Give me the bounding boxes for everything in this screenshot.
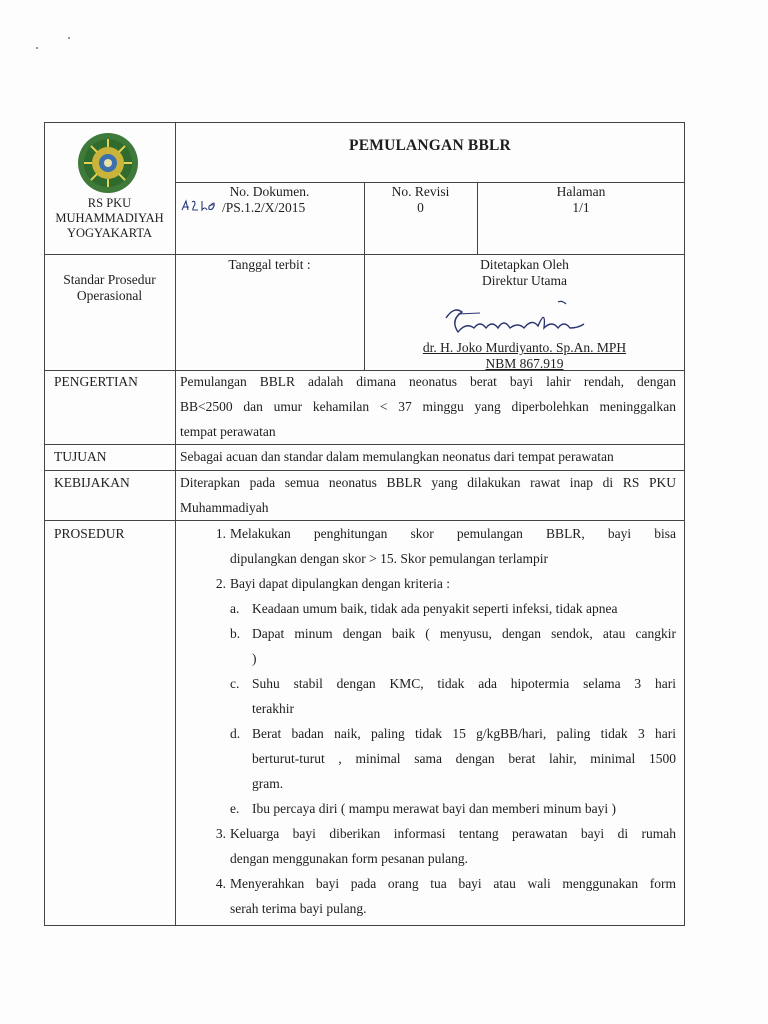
body-line: ) bbox=[252, 651, 257, 666]
section-body-prosedur bbox=[180, 521, 676, 921]
signatory-nbm: NBM 867.919 bbox=[485, 356, 564, 371]
section-label-pengertian: PENGERTIAN bbox=[54, 374, 138, 389]
list-item bbox=[180, 521, 676, 571]
sub-list-letter: c. bbox=[230, 676, 240, 691]
list-number: 2. bbox=[215, 576, 226, 591]
section-body-pengertian bbox=[180, 369, 676, 444]
list-number: 1. bbox=[215, 526, 226, 541]
list-item bbox=[180, 821, 676, 871]
scan-speck bbox=[68, 37, 70, 39]
sub-list-item bbox=[180, 671, 676, 721]
body-line: dipulangkan dengan skor > 15. Skor pemulangan terlampir bbox=[230, 551, 549, 566]
revision-value: 0 bbox=[417, 200, 424, 215]
body-line: Ibu percaya diri ( mampu merawat bayi dan memberi minum bayi ) bbox=[252, 801, 616, 816]
list-item bbox=[180, 871, 676, 921]
body-line: Melakukan penghitungan skor pemulangan BBLR, bayi bisa bbox=[230, 526, 676, 541]
sub-list-letter: e. bbox=[230, 801, 240, 816]
sop-label-line: Standar Prosedur bbox=[63, 272, 156, 287]
body-line: berturut-turut , minimal sama dengan berat lahir, minimal 1500 bbox=[252, 751, 676, 766]
list-number: 4. bbox=[215, 876, 226, 891]
sub-list-letter: b. bbox=[230, 626, 241, 641]
body-line: Sebagai acuan dan standar dalam memulangkan neonatus dari tempat perawatan bbox=[180, 449, 614, 464]
director-signature bbox=[440, 298, 590, 344]
body-line: Diterapkan pada semua neonatus BBLR yang dilakukan rawat inap di RS PKU bbox=[180, 475, 676, 490]
signatory-name: dr. H. Joko Murdiyanto. Sp.An. MPH bbox=[422, 340, 627, 355]
approval-block bbox=[364, 257, 685, 289]
hospital-name-line: YOGYAKARTA bbox=[66, 226, 153, 240]
scan-speck bbox=[36, 47, 38, 49]
sop-label-line: Operasional bbox=[76, 288, 143, 303]
body-line: Muhammadiyah bbox=[180, 500, 269, 515]
list-item bbox=[180, 571, 676, 596]
revision-label: No. Revisi bbox=[391, 184, 450, 199]
body-line: Suhu stabil dengan KMC, tidak ada hipotermia selama 3 hari bbox=[252, 676, 676, 691]
sop-label bbox=[44, 272, 175, 304]
document-title: PEMULANGAN BBLR bbox=[349, 137, 511, 154]
sub-list-item bbox=[180, 596, 676, 621]
body-line: gram. bbox=[252, 776, 284, 791]
row-divider bbox=[44, 254, 685, 255]
body-line: Dapat minum dengan baik ( menyusu, dengan sendok, atau cangkir bbox=[252, 626, 676, 641]
section-body-kebijakan bbox=[180, 470, 676, 520]
section-label-prosedur: PROSEDUR bbox=[54, 526, 125, 541]
body-line: Berat badan naik, paling tidak 15 g/kgBB/hari, paling tidak 3 hari bbox=[252, 726, 676, 741]
issue-date-label: Tanggal terbit : bbox=[228, 257, 311, 272]
page-label: Halaman bbox=[556, 184, 606, 199]
sub-list-letter: a. bbox=[230, 601, 240, 616]
hospital-name-line: RS PKU bbox=[87, 196, 132, 210]
row-divider bbox=[175, 182, 685, 183]
section-label-kebijakan: KEBIJAKAN bbox=[54, 475, 130, 490]
hospital-name bbox=[44, 196, 175, 241]
list-number: 3. bbox=[215, 826, 226, 841]
hospital-name-line: MUHAMMADIYAH bbox=[55, 211, 164, 225]
body-line: Pemulangan BBLR adalah dimana neonatus berat bayi lahir rendah, dengan bbox=[180, 374, 676, 389]
section-label-tujuan: TUJUAN bbox=[54, 449, 107, 464]
approval-line: Direktur Utama bbox=[481, 273, 568, 288]
column-divider bbox=[175, 122, 176, 926]
body-line: serah terima bayi pulang. bbox=[230, 901, 367, 916]
body-line: Keluarga bayi diberikan informasi tentang perawatan bayi di rumah bbox=[230, 826, 676, 841]
sub-list-item bbox=[180, 796, 676, 821]
sub-list-item bbox=[180, 721, 676, 796]
doc-number-value: /PS.1.2/X/2015 bbox=[222, 200, 306, 215]
doc-number-label: No. Dokumen. bbox=[229, 184, 310, 199]
body-line: dengan menggunakan form pesanan pulang. bbox=[230, 851, 469, 866]
body-line: tempat perawatan bbox=[180, 424, 276, 439]
sub-list-item bbox=[180, 621, 676, 671]
hospital-logo bbox=[76, 131, 140, 195]
page-value: 1/1 bbox=[572, 200, 590, 215]
body-line: Keadaan umum baik, tidak ada penyakit seperti infeksi, tidak apnea bbox=[252, 601, 618, 616]
handwritten-doc-number bbox=[180, 198, 220, 214]
body-line: terakhir bbox=[252, 701, 294, 716]
body-line: Bayi dapat dipulangkan dengan kriteria : bbox=[230, 576, 451, 591]
section-body-tujuan bbox=[180, 444, 676, 469]
sub-list-letter: d. bbox=[230, 726, 241, 741]
body-line: Menyerahkan bayi pada orang tua bayi atau wali menggunakan form bbox=[230, 876, 676, 891]
body-line: BB<2500 dan umur kehamilan < 37 minggu yang diperbolehkan meninggalkan bbox=[180, 399, 676, 414]
approval-line: Ditetapkan Oleh bbox=[480, 257, 569, 272]
